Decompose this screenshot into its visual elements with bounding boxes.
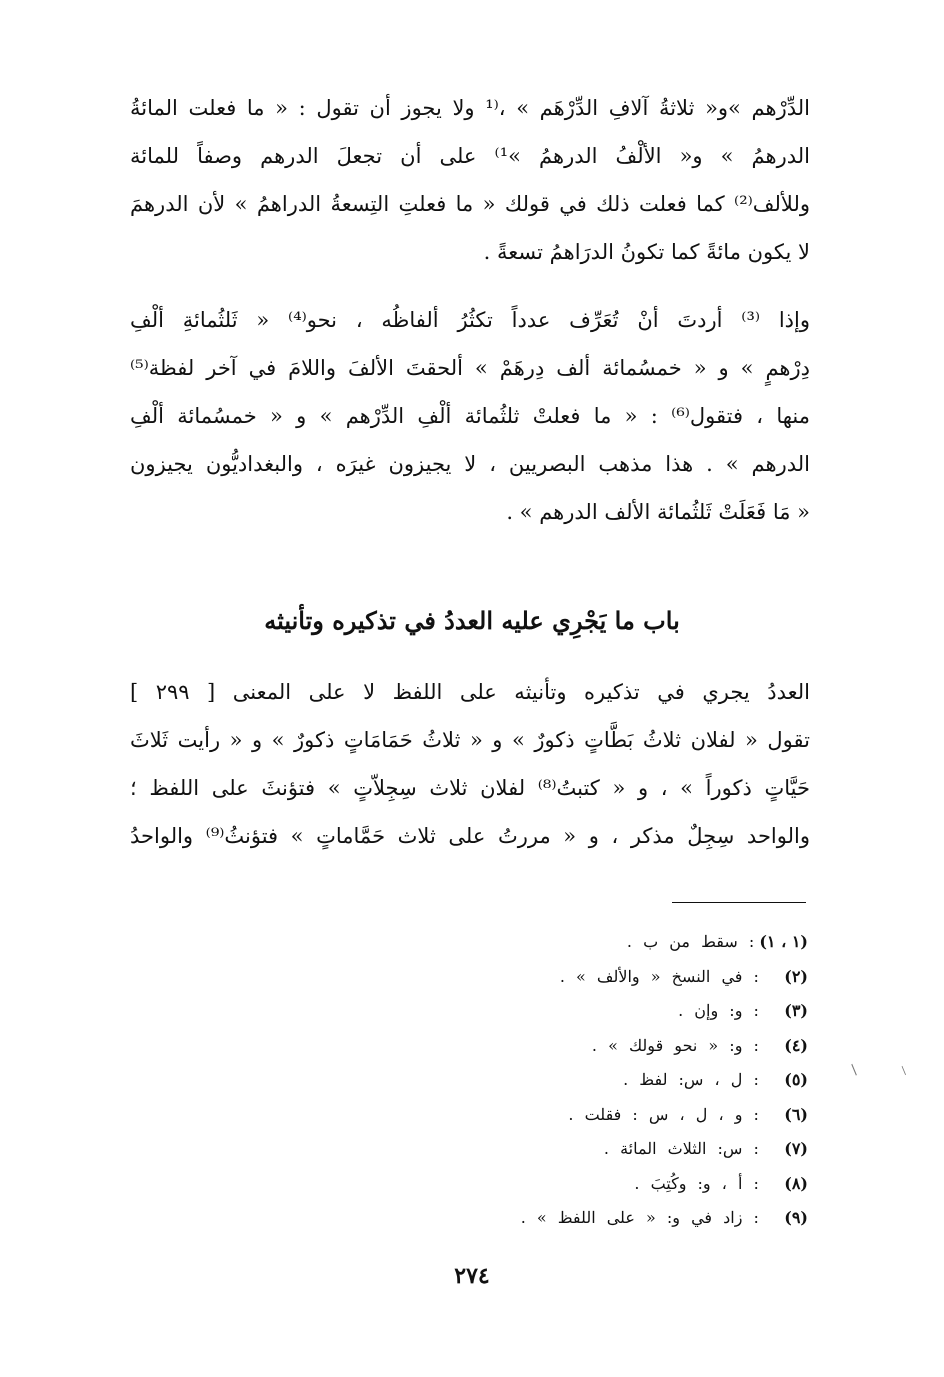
text-line: العددُ يجري في تذكيره وتأنيثه على اللفظ لا على المعنى [ ٢٩٩ ] [130,680,810,704]
text-line: حَيَّاتٍ ذكوراً » ، و « كتبتُ⁽⁸⁾ لفلان ثلاث سِجِلاّتٍ » فتؤنثَ على اللفظ ؛ [130,776,810,800]
page-number: ٢٧٤ [454,1263,490,1289]
section-heading: باب ما يَجْرِي عليه العددُ في تذكيره وتأنيثه [264,606,680,635]
text-line: الدرهمُ » و« الألْفُ الدرهمُ »¹⁾ على أن تجعلَ الدرهم وصفاً للمائة [130,144,810,168]
body-paragraph-3 [130,668,810,860]
footnote-text: : و ، ل ، س : فقلت . [568,1104,759,1124]
footnote-text: : س: الثلاث المائة . [603,1139,759,1158]
text-line: الدِّرْهم »و« ثلاثةُ آلافِ الدِّرْهَم » ،⁽¹ ولا يجوز أن تقول : « ما فعلت المائةُ [130,96,810,120]
text-line: الدرهم » . هذا مذهب البصريين ، لا يجيزون غيرَه ، والبغداديُّون يجيزون [130,452,810,476]
footnote-text: : أ ، و: وكُتِبَ . [634,1173,759,1193]
footnote-number: (٧) [784,1139,808,1158]
footnote-number: (٩) [784,1208,808,1227]
footnote-item [308,925,808,960]
footnote-number: (٤) [784,1035,808,1055]
footnote-item [308,1167,808,1202]
footnote-number: (٣) [784,1001,808,1020]
footnote-divider [672,902,806,903]
footnote-number: (١ ، ١) [759,932,808,951]
footnote-item [308,960,808,995]
footnote-text: : و: وإن . [678,1001,759,1020]
footnote-number: (٦) [784,1104,808,1124]
footnote-text: : زاد في و: « على اللفظ » . [520,1208,759,1227]
text-line: لا يكون مائةً كما تكونُ الدرَاهمُ تسعةً . [483,240,810,264]
text-line: والواحد سِجِلٌ مذكر ، و « مررتُ على ثلاث حَمَّاماتٍ » فتؤنثُ⁽⁹⁾ والواحدُ [130,824,810,848]
body-paragraph-2 [130,296,810,536]
footnote-text: : و: « نحو قولك » . [591,1035,759,1055]
text-line: دِرْهمٍ » و « خمسُمائة ألف دِرهَمْ » ألحقتَ الألفَ واللامَ في آخر لفظة⁽⁵⁾ [130,356,810,380]
text-line: « مَا فَعَلَتْ ثَلثُمائة الألف الدرهم » . [506,500,810,524]
text-line: منها ، فتقول⁽⁶⁾ : « ما فعلتْ ثلثُمائة ألْفِ الدِّرْهم » و « خمسُمائة ألْفِ [130,404,810,428]
footnote-number: (٨) [784,1173,808,1193]
text-line: وإذا ⁽³⁾ أردتَ أنْ تُعَرِّف عدداً تكثُرُ ألفاظُه ، نحو⁽⁴⁾ « ثَلثُمائةِ ألْفِ [130,308,810,332]
footnote-item [308,1063,808,1098]
text-line: تقول « لفلان ثلاثُ بَطَّاتٍ ذكورٌ » و « ثلاثُ حَمَامَاتٍ ذكورٌ » و « رأيت ثَلاثَ [130,728,810,752]
footnote-text: : سقط من ب . [626,932,755,951]
text-line: وللألف⁽²⁾ كما فعلت ذلك في قولك « ما فعلتِ التِسعةُ الدراهمُ » لأن الدرهمَ [130,192,810,216]
footnote-item [308,1098,808,1133]
pencil-mark: / [898,1064,910,1077]
footnote-text: : في النسخ « والألف » . [559,966,759,986]
footnote-item [308,1201,808,1236]
footnotes-list [308,925,808,1236]
pencil-mark: / [847,1062,862,1078]
footnote-item [308,1132,808,1167]
footnote-number: (٥) [784,1070,808,1089]
footnote-number: (٢) [784,966,808,986]
body-paragraph-1 [130,84,810,276]
footnote-item [308,994,808,1029]
footnote-text: : ل ، س: لفظ . [623,1070,759,1089]
footnote-item [308,1029,808,1064]
